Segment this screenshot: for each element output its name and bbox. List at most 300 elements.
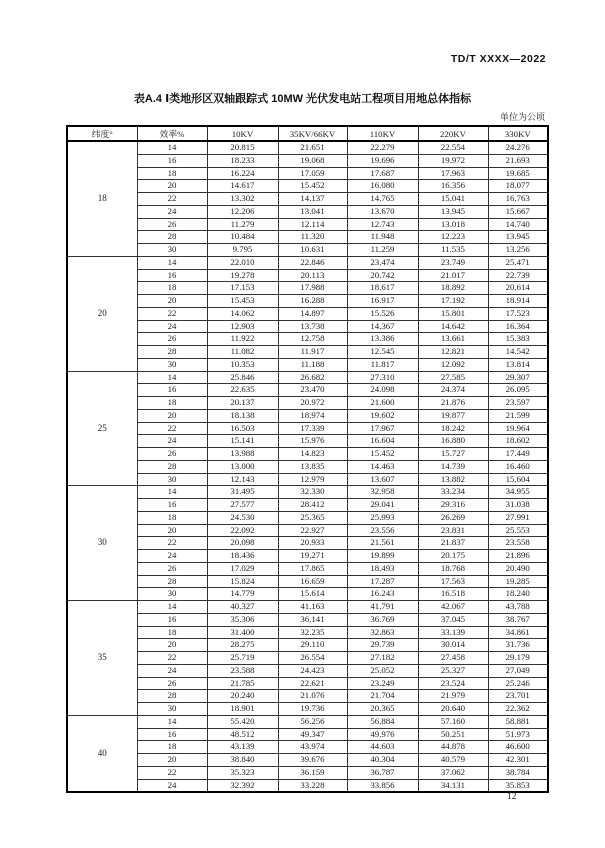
- value-cell: 22.092: [207, 524, 278, 537]
- efficiency-cell: 24: [137, 664, 207, 677]
- value-cell: 13.738: [278, 320, 347, 333]
- table-row: [67, 486, 548, 499]
- value-cell: 34.955: [488, 486, 548, 499]
- value-cell: 22.621: [278, 677, 347, 690]
- value-cell: 15.452: [347, 448, 418, 461]
- value-cell: 43.788: [488, 601, 548, 614]
- table-row: [67, 728, 548, 741]
- efficiency-cell: 28: [137, 575, 207, 588]
- value-cell: 22.279: [347, 141, 418, 154]
- value-cell: 21.896: [488, 550, 548, 563]
- latitude-cell: 25: [67, 371, 137, 486]
- value-cell: 16.288: [278, 295, 347, 308]
- efficiency-cell: 16: [137, 154, 207, 167]
- table-row: [67, 231, 548, 244]
- efficiency-cell: 20: [137, 754, 207, 767]
- value-cell: 10.631: [278, 244, 347, 257]
- value-cell: 15.453: [207, 295, 278, 308]
- value-cell: 16.917: [347, 295, 418, 308]
- value-cell: 24.374: [418, 384, 488, 397]
- efficiency-cell: 28: [137, 231, 207, 244]
- value-cell: 24.098: [347, 384, 418, 397]
- value-cell: 16.604: [347, 435, 418, 448]
- value-cell: 19.696: [347, 154, 418, 167]
- value-cell: 36.159: [278, 766, 347, 779]
- value-cell: 42.301: [488, 754, 548, 767]
- value-cell: 14.779: [207, 588, 278, 601]
- value-cell: 33.234: [418, 486, 488, 499]
- value-cell: 22.635: [207, 384, 278, 397]
- value-cell: 22.010: [207, 256, 278, 269]
- value-cell: 32.392: [207, 779, 278, 792]
- value-cell: 11.188: [278, 358, 347, 371]
- latitude-cell: 20: [67, 256, 137, 371]
- efficiency-cell: 26: [137, 448, 207, 461]
- value-cell: 17.029: [207, 562, 278, 575]
- value-cell: 33.139: [418, 626, 488, 639]
- value-cell: 11.948: [347, 231, 418, 244]
- value-cell: 29.316: [418, 499, 488, 512]
- value-cell: 18.974: [278, 409, 347, 422]
- value-cell: 13.670: [347, 205, 418, 218]
- table-row: [67, 639, 548, 652]
- table-row: [67, 511, 548, 524]
- value-cell: 19.736: [278, 703, 347, 716]
- value-cell: 17.988: [278, 282, 347, 295]
- value-cell: 20.240: [207, 690, 278, 703]
- table-row: [67, 193, 548, 206]
- value-cell: 46.600: [488, 741, 548, 754]
- value-cell: 23.701: [488, 690, 548, 703]
- value-cell: 56.884: [347, 715, 418, 728]
- value-cell: 20.614: [488, 282, 548, 295]
- value-cell: 14.739: [418, 460, 488, 473]
- value-cell: 17.339: [278, 422, 347, 435]
- efficiency-cell: 28: [137, 346, 207, 359]
- value-cell: 22.846: [278, 256, 347, 269]
- value-cell: 58.881: [488, 715, 548, 728]
- efficiency-cell: 24: [137, 205, 207, 218]
- value-cell: 13.302: [207, 193, 278, 206]
- efficiency-cell: 30: [137, 244, 207, 257]
- table-row: [67, 550, 548, 563]
- value-cell: 12.903: [207, 320, 278, 333]
- value-cell: 31.400: [207, 626, 278, 639]
- efficiency-cell: 24: [137, 435, 207, 448]
- value-cell: 41.163: [278, 601, 347, 614]
- value-cell: 24.530: [207, 511, 278, 524]
- value-cell: 18.242: [418, 422, 488, 435]
- value-cell: 21.785: [207, 677, 278, 690]
- value-cell: 18.892: [418, 282, 488, 295]
- value-cell: 14.542: [488, 346, 548, 359]
- value-cell: 17.963: [418, 167, 488, 180]
- efficiency-cell: 28: [137, 460, 207, 473]
- value-cell: 38.840: [207, 754, 278, 767]
- value-cell: 21.561: [347, 537, 418, 550]
- value-cell: 25.365: [278, 511, 347, 524]
- table-row: [67, 575, 548, 588]
- column-header: 220KV: [418, 126, 488, 141]
- table-row: [67, 422, 548, 435]
- value-cell: 11.817: [347, 358, 418, 371]
- value-cell: 20.137: [207, 397, 278, 410]
- value-cell: 48.512: [207, 728, 278, 741]
- value-cell: 38.767: [488, 613, 548, 626]
- value-cell: 36.787: [347, 766, 418, 779]
- value-cell: 27.577: [207, 499, 278, 512]
- value-cell: 11.922: [207, 333, 278, 346]
- value-cell: 11.535: [418, 244, 488, 257]
- efficiency-cell: 18: [137, 397, 207, 410]
- value-cell: 14.765: [347, 193, 418, 206]
- value-cell: 16.224: [207, 167, 278, 180]
- value-cell: 19.278: [207, 269, 278, 282]
- value-cell: 14.897: [278, 307, 347, 320]
- value-cell: 57.160: [418, 715, 488, 728]
- value-cell: 20.098: [207, 537, 278, 550]
- table-row: [67, 320, 548, 333]
- value-cell: 20.490: [488, 562, 548, 575]
- value-cell: 21.600: [347, 397, 418, 410]
- value-cell: 19.271: [278, 550, 347, 563]
- value-cell: 14.463: [347, 460, 418, 473]
- value-cell: 21.651: [278, 141, 347, 154]
- efficiency-cell: 26: [137, 333, 207, 346]
- efficiency-cell: 16: [137, 613, 207, 626]
- unit-note: 单位为公顷: [499, 112, 545, 122]
- value-cell: 21.837: [418, 537, 488, 550]
- value-cell: 32.235: [278, 626, 347, 639]
- value-cell: 49.976: [347, 728, 418, 741]
- efficiency-cell: 18: [137, 511, 207, 524]
- latitude-cell: 35: [67, 601, 137, 716]
- value-cell: 20.972: [278, 397, 347, 410]
- efficiency-cell: 22: [137, 422, 207, 435]
- value-cell: 13.814: [488, 358, 548, 371]
- table-row: [67, 741, 548, 754]
- value-cell: 27.049: [488, 664, 548, 677]
- table-row: [67, 244, 548, 257]
- value-cell: 34.861: [488, 626, 548, 639]
- value-cell: 23.588: [207, 664, 278, 677]
- value-cell: 10.353: [207, 358, 278, 371]
- value-cell: 12.206: [207, 205, 278, 218]
- value-cell: 15.801: [418, 307, 488, 320]
- value-cell: 14.823: [278, 448, 347, 461]
- table-row: [67, 703, 548, 716]
- value-cell: 18.233: [207, 154, 278, 167]
- value-cell: 27.182: [347, 652, 418, 665]
- value-cell: 22.927: [278, 524, 347, 537]
- value-cell: 16.356: [418, 180, 488, 193]
- efficiency-cell: 14: [137, 486, 207, 499]
- efficiency-cell: 14: [137, 141, 207, 154]
- table-row: [67, 295, 548, 308]
- value-cell: 18.138: [207, 409, 278, 422]
- value-cell: 21.017: [418, 269, 488, 282]
- table-row: [67, 460, 548, 473]
- value-cell: 17.687: [347, 167, 418, 180]
- table-row: [67, 282, 548, 295]
- value-cell: 31.495: [207, 486, 278, 499]
- efficiency-cell: 16: [137, 728, 207, 741]
- value-cell: 25.719: [207, 652, 278, 665]
- indicator-table: [66, 125, 549, 793]
- value-cell: 15.383: [488, 333, 548, 346]
- value-cell: 36.769: [347, 613, 418, 626]
- value-cell: 13.607: [347, 473, 418, 486]
- table-row: [67, 499, 548, 512]
- table-row: [67, 613, 548, 626]
- value-cell: 20.933: [278, 537, 347, 550]
- value-cell: 27.585: [418, 371, 488, 384]
- value-cell: 11.259: [347, 244, 418, 257]
- value-cell: 14.617: [207, 180, 278, 193]
- value-cell: 14.642: [418, 320, 488, 333]
- value-cell: 26.554: [278, 652, 347, 665]
- value-cell: 21.704: [347, 690, 418, 703]
- efficiency-cell: 20: [137, 524, 207, 537]
- table-row: [67, 384, 548, 397]
- value-cell: 23.831: [418, 524, 488, 537]
- value-cell: 11.279: [207, 218, 278, 231]
- efficiency-cell: 20: [137, 295, 207, 308]
- value-cell: 18.914: [488, 295, 548, 308]
- value-cell: 25.993: [347, 511, 418, 524]
- value-cell: 17.449: [488, 448, 548, 461]
- efficiency-cell: 14: [137, 371, 207, 384]
- efficiency-cell: 14: [137, 601, 207, 614]
- table-row: [67, 473, 548, 486]
- value-cell: 26.682: [278, 371, 347, 384]
- value-cell: 13.945: [418, 205, 488, 218]
- value-cell: 23.470: [278, 384, 347, 397]
- value-cell: 15.976: [278, 435, 347, 448]
- value-cell: 17.865: [278, 562, 347, 575]
- column-header: 330KV: [488, 126, 548, 141]
- value-cell: 19.285: [488, 575, 548, 588]
- value-cell: 21.076: [278, 690, 347, 703]
- value-cell: 36.141: [278, 613, 347, 626]
- table-row: [67, 715, 548, 728]
- value-cell: 25.327: [418, 664, 488, 677]
- value-cell: 21.876: [418, 397, 488, 410]
- efficiency-cell: 18: [137, 167, 207, 180]
- table-row: [67, 307, 548, 320]
- value-cell: 14.062: [207, 307, 278, 320]
- column-header: 纬度°: [67, 126, 137, 141]
- value-cell: 14.367: [347, 320, 418, 333]
- value-cell: 14.740: [488, 218, 548, 231]
- value-cell: 29.179: [488, 652, 548, 665]
- value-cell: 17.059: [278, 167, 347, 180]
- value-cell: 12.821: [418, 346, 488, 359]
- value-cell: 17.563: [418, 575, 488, 588]
- efficiency-cell: 22: [137, 537, 207, 550]
- value-cell: 23.556: [347, 524, 418, 537]
- value-cell: 10.484: [207, 231, 278, 244]
- value-cell: 21.693: [488, 154, 548, 167]
- table-row: [67, 588, 548, 601]
- value-cell: 19.972: [418, 154, 488, 167]
- value-cell: 20.640: [418, 703, 488, 716]
- value-cell: 18.493: [347, 562, 418, 575]
- value-cell: 35.853: [488, 779, 548, 792]
- efficiency-cell: 26: [137, 562, 207, 575]
- table-row: [67, 409, 548, 422]
- value-cell: 13.041: [278, 205, 347, 218]
- value-cell: 17.192: [418, 295, 488, 308]
- value-cell: 30.014: [418, 639, 488, 652]
- value-cell: 49.347: [278, 728, 347, 741]
- efficiency-cell: 30: [137, 358, 207, 371]
- value-cell: 42.067: [418, 601, 488, 614]
- value-cell: 28.412: [278, 499, 347, 512]
- table-row: [67, 690, 548, 703]
- value-cell: 23.249: [347, 677, 418, 690]
- value-cell: 19.685: [488, 167, 548, 180]
- value-cell: 18.901: [207, 703, 278, 716]
- value-cell: 28.275: [207, 639, 278, 652]
- table-row: [67, 346, 548, 359]
- efficiency-cell: 16: [137, 384, 207, 397]
- table-row: [67, 205, 548, 218]
- table-row: [67, 256, 548, 269]
- value-cell: 13.000: [207, 460, 278, 473]
- efficiency-cell: 30: [137, 473, 207, 486]
- value-cell: 19.602: [347, 409, 418, 422]
- value-cell: 43.139: [207, 741, 278, 754]
- value-cell: 31.736: [488, 639, 548, 652]
- value-cell: 15.614: [278, 588, 347, 601]
- value-cell: 12.143: [207, 473, 278, 486]
- value-cell: 24.423: [278, 664, 347, 677]
- table-row: [67, 779, 548, 792]
- efficiency-cell: 28: [137, 690, 207, 703]
- table-title: 表A.4 Ⅰ类地形区双轴跟踪式 10MW 光伏发电站工程项目用地总体指标: [133, 93, 472, 105]
- table-row: [67, 524, 548, 537]
- value-cell: 32.863: [347, 626, 418, 639]
- value-cell: 26.269: [418, 511, 488, 524]
- table-row: [67, 141, 548, 154]
- latitude-cell: 40: [67, 715, 137, 792]
- page-number: 12: [507, 792, 517, 802]
- value-cell: 12.223: [418, 231, 488, 244]
- value-cell: 25.246: [488, 677, 548, 690]
- column-header: 35KV/66KV: [278, 126, 347, 141]
- value-cell: 12.545: [347, 346, 418, 359]
- value-cell: 14.137: [278, 193, 347, 206]
- value-cell: 33.228: [278, 779, 347, 792]
- value-cell: 17.967: [347, 422, 418, 435]
- efficiency-cell: 22: [137, 766, 207, 779]
- latitude-cell: 18: [67, 141, 137, 256]
- value-cell: 56.256: [278, 715, 347, 728]
- standard-code: TD/T XXXX—2022: [450, 53, 546, 65]
- value-cell: 12.758: [278, 333, 347, 346]
- value-cell: 20.365: [347, 703, 418, 716]
- value-cell: 15.141: [207, 435, 278, 448]
- table-row: [67, 218, 548, 231]
- value-cell: 21.979: [418, 690, 488, 703]
- value-cell: 18.240: [488, 588, 548, 601]
- value-cell: 13.018: [418, 218, 488, 231]
- efficiency-cell: 22: [137, 652, 207, 665]
- efficiency-cell: 22: [137, 307, 207, 320]
- value-cell: 22.554: [418, 141, 488, 154]
- table-row: [67, 601, 548, 614]
- value-cell: 15.526: [347, 307, 418, 320]
- value-cell: 29.739: [347, 639, 418, 652]
- efficiency-cell: 24: [137, 550, 207, 563]
- value-cell: 18.768: [418, 562, 488, 575]
- value-cell: 16.080: [347, 180, 418, 193]
- value-cell: 40.327: [207, 601, 278, 614]
- value-cell: 20.175: [418, 550, 488, 563]
- value-cell: 24.276: [488, 141, 548, 154]
- table-row: [67, 333, 548, 346]
- value-cell: 26.095: [488, 384, 548, 397]
- table-row: [67, 677, 548, 690]
- value-cell: 44.878: [418, 741, 488, 754]
- column-header: 10KV: [207, 126, 278, 141]
- value-cell: 11.917: [278, 346, 347, 359]
- value-cell: 20.815: [207, 141, 278, 154]
- value-cell: 16.659: [278, 575, 347, 588]
- efficiency-cell: 26: [137, 677, 207, 690]
- efficiency-cell: 14: [137, 715, 207, 728]
- value-cell: 21.599: [488, 409, 548, 422]
- value-cell: 23.474: [347, 256, 418, 269]
- value-cell: 15.041: [418, 193, 488, 206]
- value-cell: 13.945: [488, 231, 548, 244]
- table-row: [67, 766, 548, 779]
- table-body: [67, 141, 548, 792]
- value-cell: 37.062: [418, 766, 488, 779]
- efficiency-cell: 18: [137, 282, 207, 295]
- value-cell: 19.068: [278, 154, 347, 167]
- value-cell: 16.518: [418, 588, 488, 601]
- efficiency-cell: 26: [137, 218, 207, 231]
- value-cell: 12.979: [278, 473, 347, 486]
- efficiency-cell: 20: [137, 639, 207, 652]
- efficiency-cell: 18: [137, 741, 207, 754]
- value-cell: 16.364: [488, 320, 548, 333]
- value-cell: 13.835: [278, 460, 347, 473]
- value-cell: 33.856: [347, 779, 418, 792]
- value-cell: 13.386: [347, 333, 418, 346]
- efficiency-cell: 16: [137, 499, 207, 512]
- value-cell: 15.604: [488, 473, 548, 486]
- table-row: [67, 664, 548, 677]
- value-cell: 16.880: [418, 435, 488, 448]
- value-cell: 22.739: [488, 269, 548, 282]
- efficiency-cell: 24: [137, 320, 207, 333]
- value-cell: 23.597: [488, 397, 548, 410]
- value-cell: 19.877: [418, 409, 488, 422]
- efficiency-cell: 24: [137, 779, 207, 792]
- value-cell: 27.458: [418, 652, 488, 665]
- efficiency-cell: 14: [137, 256, 207, 269]
- value-cell: 15.667: [488, 205, 548, 218]
- value-cell: 34.131: [418, 779, 488, 792]
- value-cell: 9.795: [207, 244, 278, 257]
- value-cell: 29.307: [488, 371, 548, 384]
- value-cell: 19.964: [488, 422, 548, 435]
- table-row: [67, 652, 548, 665]
- value-cell: 17.287: [347, 575, 418, 588]
